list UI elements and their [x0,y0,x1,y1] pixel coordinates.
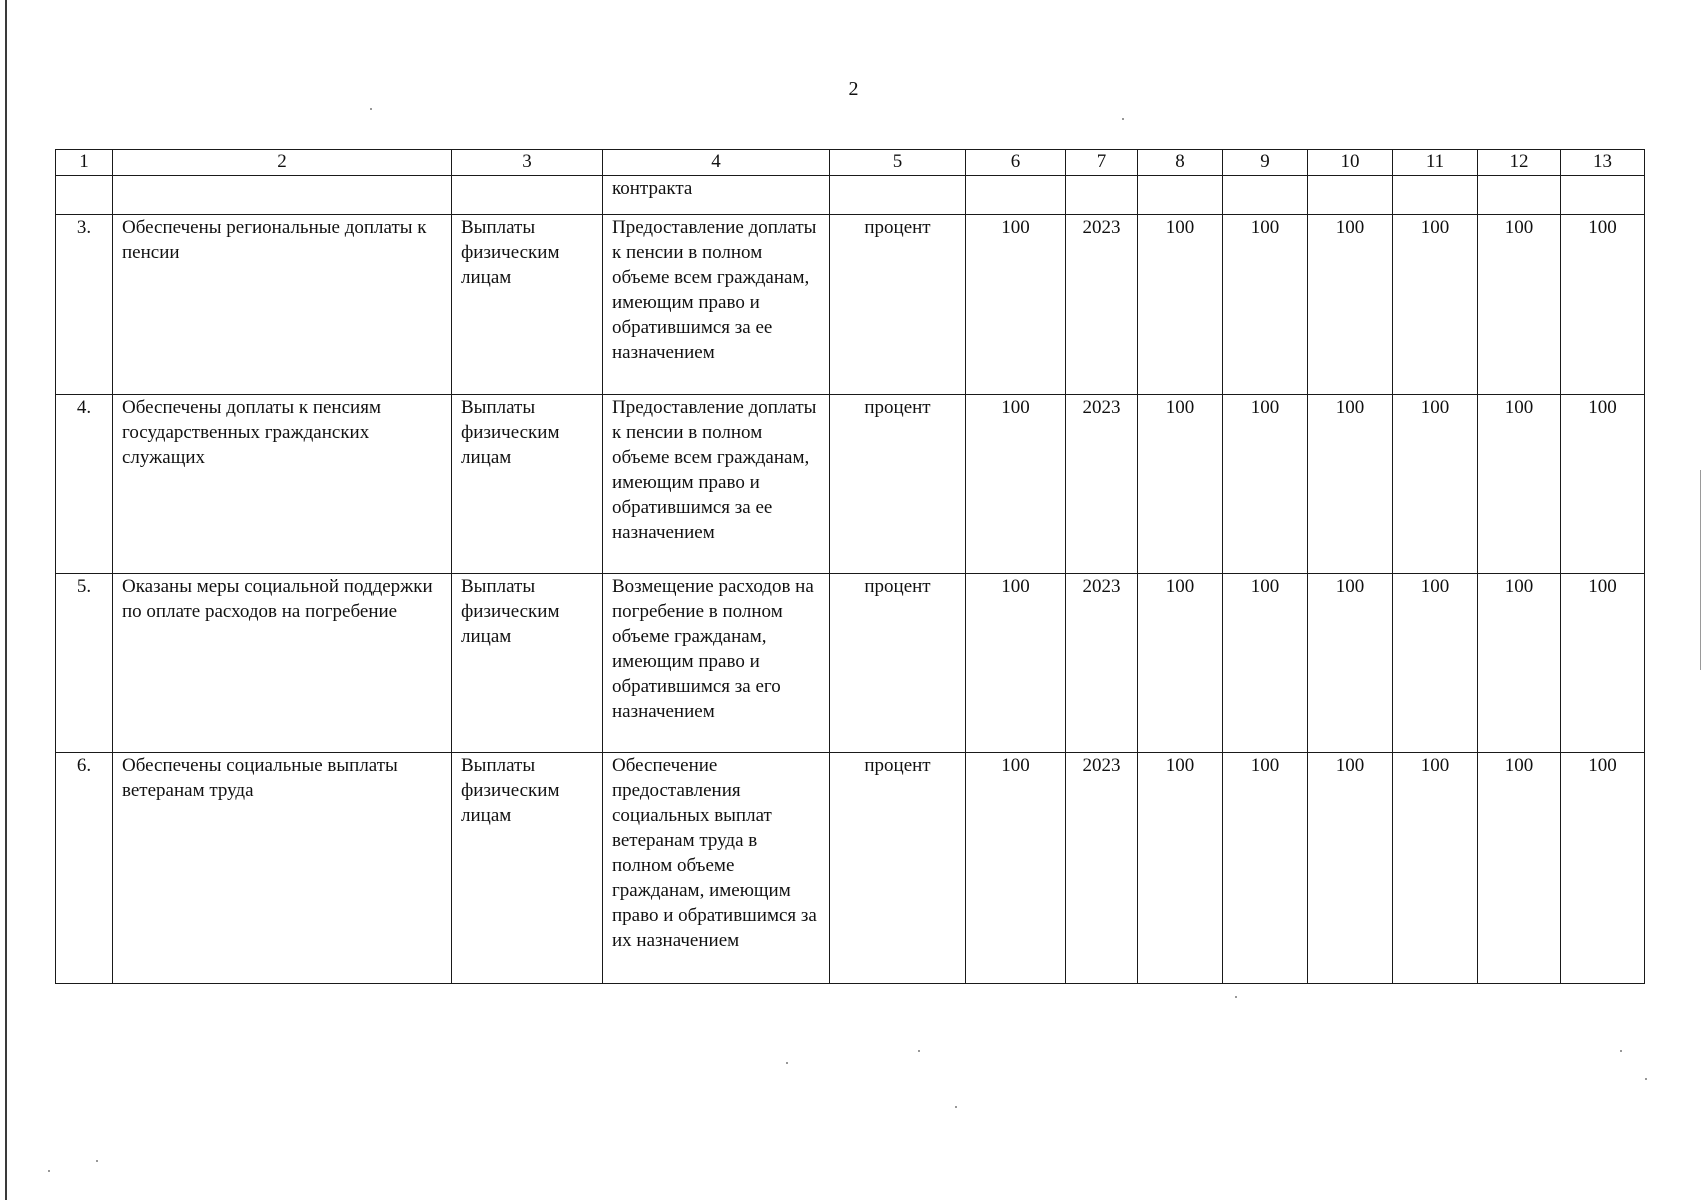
column-header: 11 [1393,150,1478,176]
result-description: Обеспечение предоставления социальных выплат ветеранам труда в полном объеме гражданам, имеющим право и обратившимся за их назначением [603,753,830,984]
value-col8: 100 [1138,574,1223,753]
unit: процент [830,395,966,574]
result-name: Обеспечены региональные доплаты к пенсии [113,215,452,395]
value-col9: 100 [1223,215,1308,395]
table-cell [1223,176,1308,215]
value-col12: 100 [1478,395,1561,574]
base-value: 100 [966,753,1066,984]
base-value: 100 [966,215,1066,395]
column-header: 5 [830,150,966,176]
value-col11: 100 [1393,574,1478,753]
scan-speck [48,1170,50,1172]
row-number: 5. [56,574,113,753]
result-description: Возмещение расходов на погребение в полном объеме гражданам, имеющим право и обратившимся за его назначением [603,574,830,753]
scan-speck [1122,118,1124,120]
result-type: Выплаты физическим лицам [452,753,603,984]
result-type: Выплаты физическим лицам [452,395,603,574]
base-year: 2023 [1066,574,1138,753]
column-number-row [56,150,1645,176]
unit: процент [830,574,966,753]
scan-speck [96,1160,98,1162]
result-description: Предоставление доплаты к пенсии в полном объеме всем гражданам, имеющим право и обратившимся за ее назначением [603,395,830,574]
scan-speck [1235,996,1237,998]
column-header: 8 [1138,150,1223,176]
result-description: Предоставление доплаты к пенсии в полном объеме всем гражданам, имеющим право и обратившимся за ее назначением [603,215,830,395]
scan-speck [1645,1078,1647,1080]
table-row [56,574,1645,753]
base-value: 100 [966,395,1066,574]
value-col9: 100 [1223,574,1308,753]
scan-speck [1620,1050,1622,1052]
column-header: 1 [56,150,113,176]
value-col10: 100 [1308,753,1393,984]
value-col10: 100 [1308,215,1393,395]
value-col11: 100 [1393,215,1478,395]
column-header: 3 [452,150,603,176]
value-col12: 100 [1478,215,1561,395]
table-cell: контракта [603,176,830,215]
base-value: 100 [966,574,1066,753]
table-cell [1066,176,1138,215]
result-type: Выплаты физическим лицам [452,574,603,753]
value-col11: 100 [1393,753,1478,984]
continuation-row [56,176,1645,215]
scan-edge-left [5,0,7,1200]
value-col13: 100 [1561,215,1645,395]
value-col12: 100 [1478,753,1561,984]
result-name: Обеспечены социальные выплаты ветеранам труда [113,753,452,984]
value-col8: 100 [1138,395,1223,574]
table-cell [1308,176,1393,215]
column-header: 10 [1308,150,1393,176]
result-name: Оказаны меры социальной поддержки по оплате расходов на погребение [113,574,452,753]
value-col9: 100 [1223,753,1308,984]
table-cell [56,176,113,215]
page-number: 2 [848,78,859,100]
table-cell [113,176,452,215]
base-year: 2023 [1066,753,1138,984]
column-header: 13 [1561,150,1645,176]
results-table [55,149,1645,984]
value-col10: 100 [1308,395,1393,574]
value-col13: 100 [1561,753,1645,984]
result-type: Выплаты физическим лицам [452,215,603,395]
table-cell [1393,176,1478,215]
table-cell [1138,176,1223,215]
value-col13: 100 [1561,395,1645,574]
column-header: 6 [966,150,1066,176]
value-col8: 100 [1138,753,1223,984]
table-cell [830,176,966,215]
column-header: 7 [1066,150,1138,176]
value-col8: 100 [1138,215,1223,395]
column-header: 9 [1223,150,1308,176]
table-row [56,215,1645,395]
table-cell [452,176,603,215]
table-cell [966,176,1066,215]
result-name: Обеспечены доплаты к пенсиям государственных гражданских служащих [113,395,452,574]
scan-speck [786,1062,788,1064]
table-row [56,395,1645,574]
table-cell [1478,176,1561,215]
value-col12: 100 [1478,574,1561,753]
value-col9: 100 [1223,395,1308,574]
row-number: 3. [56,215,113,395]
value-col13: 100 [1561,574,1645,753]
scan-speck [918,1050,920,1052]
table-row [56,753,1645,984]
scan-speck [955,1106,957,1108]
row-number: 6. [56,753,113,984]
column-header: 4 [603,150,830,176]
base-year: 2023 [1066,395,1138,574]
value-col10: 100 [1308,574,1393,753]
table-cell [1561,176,1645,215]
column-header: 12 [1478,150,1561,176]
row-number: 4. [56,395,113,574]
base-year: 2023 [1066,215,1138,395]
scan-speck [370,108,372,110]
scan-edge-right [1700,470,1701,670]
unit: процент [830,215,966,395]
column-header: 2 [113,150,452,176]
unit: процент [830,753,966,984]
value-col11: 100 [1393,395,1478,574]
